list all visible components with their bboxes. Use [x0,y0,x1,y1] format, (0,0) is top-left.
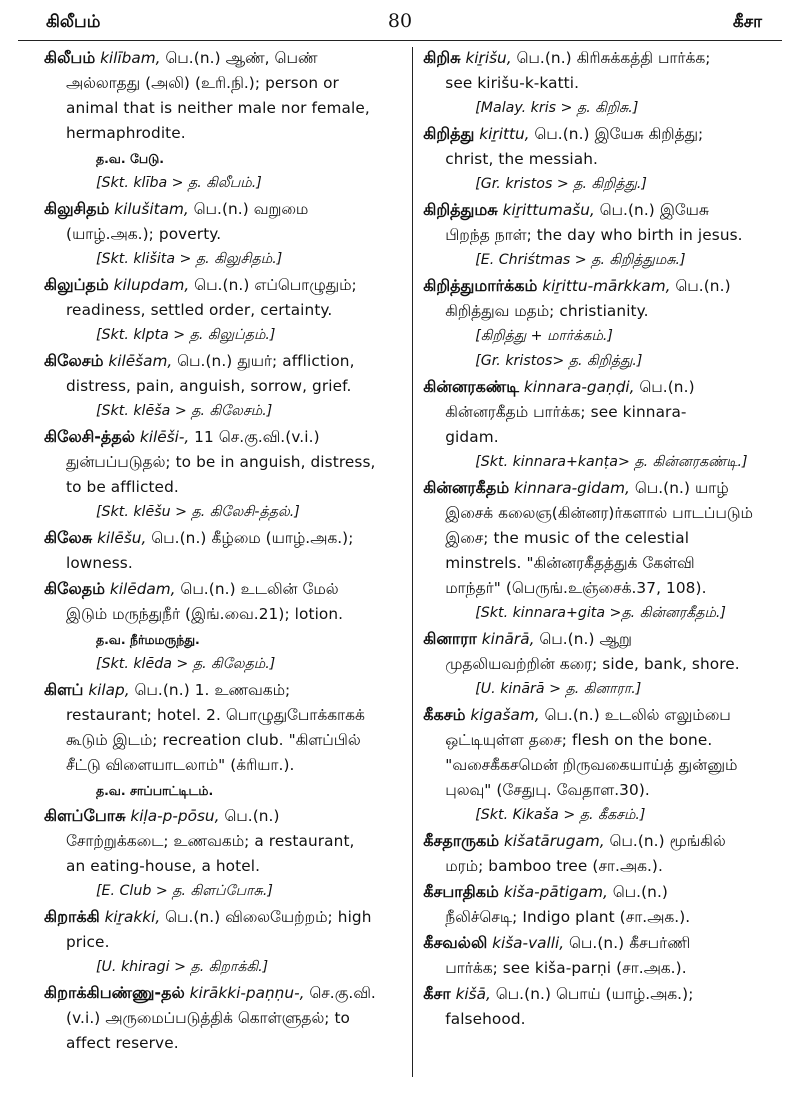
entry-transliteration: kiša-valli, [492,934,565,952]
entry-headword: கிலேசு [44,528,93,547]
entry-definition-line: சீட்டு விளையாடலாம்" (க்ரியா.). [66,756,295,774]
entry-headword: கீசா [423,984,451,1003]
entry-definition-line: minstrels. "கின்னரகீதத்துக் கேள்வி [445,554,695,572]
entry-definition-line: an eating-house, a hotel. [66,857,261,875]
dictionary-entry [423,475,778,626]
dictionary-entry [423,981,778,1032]
entry-etymology: [Skt. klišita > த. கிலுசிதம்.] [96,251,283,267]
entry-definition-line: பெ.(n.) பொய் (யாழ்.அக.); [495,985,694,1003]
entry-first-line [423,828,778,854]
entry-definition-line: அல்லாதது (அலி) (உரி.நி.); person or [66,74,339,92]
entry-transliteration: kiṟittumašu, [502,201,595,219]
entry-headword: கீசவல்லி [423,933,488,952]
entry-definition-line: கிறித்துவ மதம்; christianity. [445,302,649,320]
page-number: 80 [387,10,413,32]
entry-etymology: [Malay. kris > த. கிறிசு.] [475,100,639,116]
entry-headword: கிறாக்கிபண்ணு-தல் [44,983,185,1002]
dictionary-entry [44,272,398,348]
entry-first-line [423,930,778,956]
entry-etymology: [E. Chriśtmas > த. கிறித்துமசு.] [475,252,686,268]
header-left-guideword: கிலீபம் [46,12,101,32]
entry-headword: கின்னரகீதம் [423,478,510,497]
entry-headword: கினாரா [423,629,477,648]
entry-definition-line: முதலியவற்றின் கரை; side, bank, shore. [445,655,740,673]
entry-definition-line: கூடும் இடம்; recreation club. "கிளப்பில் [66,731,361,749]
entry-headword: கின்னரகண்டி [423,377,519,396]
entry-headword: கிலுப்தம் [44,275,109,294]
entry-definition-line: இடும் மருந்துநீர் (இங்.வை.21); lotion. [66,605,344,623]
entry-definition-line: துன்பப்படுதல்; to be in anguish, distress, [66,453,376,471]
entry-headword: கிளப் [44,680,84,699]
entry-headword: கிலேதம் [44,579,106,598]
entry-definition-line: சோற்றுக்கடை; உணவகம்; a restaurant, [66,832,355,850]
dictionary-entry [44,196,398,272]
entry-definition-line: பெ.(n.) [612,883,668,901]
entry-definition-line: மரம்; bamboo tree (சா.அக.). [445,857,663,875]
entry-definition-line: hermaphrodite. [66,124,186,142]
entry-etymology: [U. kinārā > த. கினாரா.] [475,681,642,697]
entry-headword: கீசதாருகம் [423,831,500,850]
entry-note: த.வ. பேடு. [96,151,165,166]
entry-first-line [423,121,778,147]
entry-first-line [44,424,398,450]
entry-definition-line: பெ.(n.) கீசபர்ணி [569,934,691,952]
entry-headword: கிறித்துமார்க்கம் [423,276,538,295]
entry-etymology: [U. khiragi > த. கிறாக்கி.] [96,959,269,975]
entry-definition-line: price. [66,933,110,951]
entry-definition-line: இசைக் கலைஞ(கின்னர)ர்களால் பாடப்படும் [445,504,753,522]
entry-definition-line: "வசைகீகசமென் றிருவகையாய்த் துன்னும் [445,756,738,774]
entry-etymology: [கிறித்து + மார்க்கம்.] [475,328,613,344]
entry-transliteration: kiḷa-p-pōsu, [130,807,220,825]
entry-definition-line: falsehood. [445,1010,526,1028]
entry-definition-line: பெ.(n.) உடலின் மேல் [180,580,339,598]
entry-definition-line: இசை; the music of the celestial [445,529,690,547]
entry-definition-line: distress, pain, anguish, sorrow, grief. [66,377,352,395]
entry-etymology: [Skt. klība > த. கிலீபம்.] [96,175,262,191]
entry-first-line [44,348,398,374]
entry-transliteration: kinnara-gidam, [514,479,630,497]
entry-definition-line: பெ.(n.) 1. உணவகம்; [134,681,291,699]
entry-first-line [423,273,778,299]
dictionary-entry [44,803,398,904]
entry-first-line [44,576,398,602]
entry-first-line [423,197,778,223]
entry-definition-line: பெ.(n.) உடலில் எலும்பை [544,706,731,724]
dictionary-entry [423,273,778,374]
entry-etymology: [Skt. klēšu > த. கிலேசி-த்தல்.] [96,504,300,520]
dictionary-entry [44,424,398,525]
entry-transliteration: kinnara-gaṇḍi, [523,378,635,396]
entry-transliteration: kišatārugam, [503,832,605,850]
entry-transliteration: kiṟakki, [104,908,161,926]
entry-definition-line: பெ.(n.) [224,807,280,825]
entry-transliteration: kilušitam, [114,200,189,218]
entry-first-line [423,45,778,71]
entry-headword: கிலுசிதம் [44,199,110,218]
entry-definition-line: பெ.(n.) யாழ் [634,479,729,497]
entry-transliteration: kilēšu, [97,529,147,547]
entry-headword: கீகசம் [423,705,466,724]
entry-definition-line: பெ.(n.) விலையேற்றம்; high [165,908,372,926]
entry-transliteration: kiṟittu, [479,125,530,143]
entry-first-line [423,626,778,652]
entry-definition-line: பெ.(n.) இயேசு [599,201,709,219]
entry-headword: கீசபாதிகம் [423,882,499,901]
entry-transliteration: kilupdam, [113,276,190,294]
entry-etymology: [Skt. klēša > த. கிலேசம்.] [96,403,273,419]
entry-etymology: [Gr. kristos> த. கிறித்து.] [475,353,643,369]
entry-etymology: [Skt. klēda > த. கிலேதம்.] [96,656,276,672]
entry-transliteration: kigašam, [470,706,540,724]
entry-definition-line: 11 செ.கு.வி.(v.i.) [194,428,320,446]
entry-definition-line: பெ.(n.) எப்பொழுதும்; [194,276,357,294]
right-column [413,41,782,1081]
entry-definition-line: பெ.(n.) துயர்; affliction, [177,352,355,370]
entry-etymology: [Skt. Kikaša > த. கீகசம்.] [475,807,646,823]
entry-headword: கிளப்போசு [44,806,126,825]
left-column [18,41,412,1081]
entry-transliteration: kilap, [88,681,130,699]
entry-note: த.வ. சாப்பாட்டிடம். [96,783,214,798]
entry-definition-line: affect reserve. [66,1034,179,1052]
entry-definition-line: see kirišu-k-katti. [445,74,580,92]
entry-definition-line: கின்னரகீதம் பார்க்க; see kinnara- [445,403,687,421]
entry-transliteration: kilēšam, [108,352,173,370]
dictionary-entry [423,197,778,273]
columns [18,41,782,1081]
header-right-guideword: கீசா [732,12,762,32]
entry-note: த.வ. நீர்மமருந்து. [96,632,200,647]
entry-first-line [423,702,778,728]
entry-first-line [44,272,398,298]
entry-first-line [423,475,778,501]
entry-transliteration: kiṟišu, [465,49,512,67]
entry-definition-line: ஒட்டியுள்ள தசை; flesh on the bone. [445,731,713,749]
entry-transliteration: kirākki-paṇṇu-, [189,984,305,1002]
entry-definition-line: பெ.(n.) மூங்கில் [609,832,726,850]
entry-definition-line: பெ.(n.) ஆறு [539,630,632,648]
entry-definition-line: பெ.(n.) கிரிசுக்கத்தி பார்க்க; [516,49,711,67]
entry-first-line [423,374,778,400]
entry-first-line [423,879,778,905]
entry-etymology: [E. Club > த. கிளப்போசு.] [96,883,273,899]
entry-definition-line: christ, the messiah. [445,150,598,168]
entry-first-line [44,980,398,1006]
dictionary-entry [423,374,778,475]
dictionary-entry [423,828,778,879]
page-header [18,6,782,41]
dictionary-entry [423,702,778,828]
entry-definition-line: புலவு" (சேதுபு. வேதாள.30). [445,781,650,799]
dictionary-entry [44,576,398,677]
entry-transliteration: kilēši-, [139,428,190,446]
entry-etymology: [Skt. klpta > த. கிலுப்தம்.] [96,327,276,343]
entry-definition-line: பெ.(n.) கீழ்மை (யாழ்.அக.); [151,529,354,547]
entry-definition-line: மாந்தர்" (பெருங்.உஞ்சைக்.37, 108). [445,579,707,597]
dictionary-entry [44,525,398,576]
entry-first-line [44,904,398,930]
entry-etymology: [Skt. kinnara+kanṭa> த. கின்னரகண்டி.] [475,454,748,470]
entry-headword: கிறித்து [423,124,475,143]
entry-definition-line: animal that is neither male nor female, [66,99,370,117]
entry-definition-line: பெ.(n.) ஆண், பெண் [165,49,318,67]
dictionary-entry [44,980,398,1056]
dictionary-entry [423,879,778,930]
entry-transliteration: kilēdam, [109,580,176,598]
entry-transliteration: kinārā, [481,630,535,648]
dictionary-entry [44,348,398,424]
dictionary-entry [423,45,778,121]
entry-etymology: [Gr. kristos > த. கிறித்து.] [475,176,647,192]
dictionary-entry [44,904,398,980]
entry-definition-line: பிறந்த நாள்; the day who birth in jesus. [445,226,743,244]
entry-definition-line: பெ.(n.) [639,378,695,396]
dictionary-entry [423,121,778,197]
entry-etymology: [Skt. kinnara+gita >த. கின்னரகீதம்.] [475,605,726,621]
entry-definition-line: நீலிச்செடி; Indigo plant (சா.அக.). [445,908,691,926]
entry-definition-line: பெ.(n.) [675,277,731,295]
entry-headword: கிறிசு [423,48,461,67]
entry-definition-line: to be afflicted. [66,478,179,496]
entry-headword: கிலேசம் [44,351,104,370]
entry-first-line [44,525,398,551]
dictionary-entry [423,626,778,702]
entry-definition-line: lowness. [66,554,133,572]
dictionary-entry [423,930,778,981]
entry-first-line [44,677,398,703]
entry-headword: கிலேசி-த்தல் [44,427,136,446]
entry-definition-line: gidam. [445,428,499,446]
entry-definition-line: பெ.(n.) இயேசு கிறித்து; [534,125,704,143]
entry-transliteration: kiša-pātigam, [503,883,608,901]
entry-definition-line: readiness, settled order, certainty. [66,301,333,319]
entry-headword: கிறித்துமசு [423,200,498,219]
entry-definition-line: restaurant; hotel. 2. பொழுதுபோக்காகக் [66,706,365,724]
dictionary-entry [44,677,398,803]
entry-transliteration: kilībam, [100,49,161,67]
entry-definition-line: (யாழ்.அக.); poverty. [66,225,222,243]
entry-definition-line: (v.i.) அருமைப்படுத்திக் கொள்ளுதல்; to [66,1009,351,1027]
entry-headword: கிறாக்கி [44,907,100,926]
entry-transliteration: kišā, [455,985,491,1003]
entry-headword: கிலீபம் [44,48,96,67]
entry-first-line [423,981,778,1007]
entry-first-line [44,196,398,222]
entry-definition-line: செ.கு.வி. [309,984,376,1002]
dictionary-entry [44,45,398,196]
entry-first-line [44,45,398,71]
entry-definition-line: பெ.(n.) வறுமை [193,200,309,218]
entry-definition-line: பார்க்க; see kiša-parṇi (சா.அக.). [445,959,687,977]
entry-transliteration: kiṟittu-mārkkam, [542,277,671,295]
entry-first-line [44,803,398,829]
